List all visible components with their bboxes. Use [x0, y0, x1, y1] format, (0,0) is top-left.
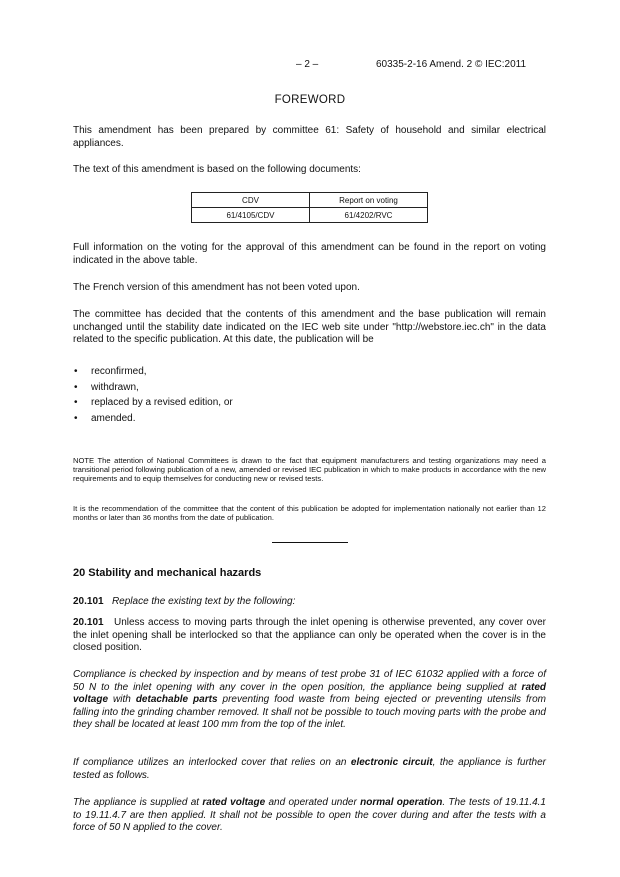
section-divider	[272, 542, 348, 543]
defined-term: normal operation	[360, 797, 443, 808]
foreword-title: FOREWORD	[274, 94, 346, 106]
clause-number: 20.101	[73, 617, 104, 628]
text-run: The appliance is supplied at	[73, 797, 203, 808]
text-run: . The tests of 19.11.4.1 to 19.11.4.7 are then applied. It shall not be possible to open the cover during and after the tests with a force of 50 N applied to the cover.	[73, 797, 546, 833]
list-item	[73, 397, 233, 413]
clause-20-101-instruction	[73, 596, 546, 609]
bullet-icon: •	[74, 381, 78, 393]
voting-documents-table	[191, 192, 428, 223]
text-run: If compliance utilizes an interlocked cover that relies on an	[73, 757, 351, 768]
table-cell: 61/4202/RVC	[310, 208, 428, 223]
text-run: Compliance is checked by inspection and by means of test probe 31 of IEC 61032 applied with a force of 50 N to the inlet opening with any cover in the open position, the appliance being supplied at	[73, 669, 546, 693]
clause-body-text: Unless access to moving parts through the inlet opening is otherwise prevented, any cover over the inlet opening shall be interlocked so that the appliance can only be operated when the cover is in the closed position.	[73, 617, 546, 653]
text-run: with	[108, 694, 136, 705]
foreword-paragraph-french-version: The French version of this amendment has not been voted upon.	[73, 282, 360, 293]
table-row	[192, 208, 428, 223]
defined-term: detachable parts	[135, 694, 218, 705]
list-item	[73, 413, 233, 429]
bullet-icon: •	[74, 366, 78, 377]
foreword-paragraph-documents: The text of this amendment is based on the following documents:	[73, 164, 361, 175]
list-item-text: replaced by a revised edition, or	[91, 397, 233, 408]
text-run: preventing food waste from being ejected or preventing utensils from falling into the grinding chamber removed. It shall not be possible to touch moving parts with the probe and they shall be located at least 100 mm from the top of the inlet.	[73, 694, 547, 730]
compliance-paragraph-probe	[73, 669, 546, 732]
document-reference: 60335-2-16 Amend. 2 © IEC:2011	[376, 59, 527, 70]
clause-instruction-text: Replace the existing text by the following:	[111, 596, 296, 607]
list-item	[73, 366, 233, 382]
list-item-text: withdrawn,	[91, 381, 139, 393]
list-item	[73, 382, 233, 398]
note-transitional-period: NOTE The attention of National Committees is drawn to the fact that equipment manufacturers and testing organizations may need a transitional period following publication of a new, amended or revised IEC publication in which to make products in accordance with the new requirements and to equip themselves for conducting new or revised tests.	[73, 456, 546, 484]
clause-number: 20.101	[73, 596, 104, 607]
page-number: – 2 –	[296, 59, 319, 70]
list-item-text: reconfirmed,	[91, 366, 147, 377]
list-item-text: amended.	[91, 412, 136, 424]
bullet-icon: •	[74, 397, 78, 408]
defined-term: electronic circuit	[350, 757, 433, 768]
foreword-paragraph-voting-info: Full information on the voting for the approval of this amendment can be found in the report on voting indicated in the above table.	[73, 242, 546, 266]
table-cell: 61/4105/CDV	[192, 208, 310, 223]
clause-20-101-text	[73, 617, 546, 655]
table-header-row	[192, 193, 428, 208]
text-run: , the appliance is further tested as follows.	[73, 757, 547, 781]
compliance-paragraph-electronic-circuit	[73, 757, 546, 782]
table-header-cell: Report on voting	[310, 193, 428, 208]
defined-term: rated voltage	[73, 681, 546, 705]
defined-term: rated voltage	[202, 797, 266, 808]
foreword-paragraph-committee: This amendment has been prepared by committee 61: Safety of household and similar electrical appliances.	[73, 125, 546, 149]
foreword-paragraph-stability: The committee has decided that the contents of this amendment and the base publication will remain unchanged until the stability date indicated on the IEC web site under "http://webstore.iec.ch" in the data related to the specific publication. At this date, the publication will be	[73, 309, 546, 345]
text-run: and operated under	[265, 797, 361, 808]
note-implementation-recommendation: It is the recommendation of the committee that the content of this publication be adopted for implementation nationally not earlier than 12 months or later than 36 months from the date of publication.	[73, 504, 546, 523]
section-20-heading: 20 Stability and mechanical hazards	[73, 567, 262, 579]
table-header-cell: CDV	[192, 193, 310, 208]
bullet-icon: •	[74, 412, 78, 424]
publication-outcome-list	[73, 366, 233, 428]
compliance-paragraph-operation	[73, 797, 546, 835]
